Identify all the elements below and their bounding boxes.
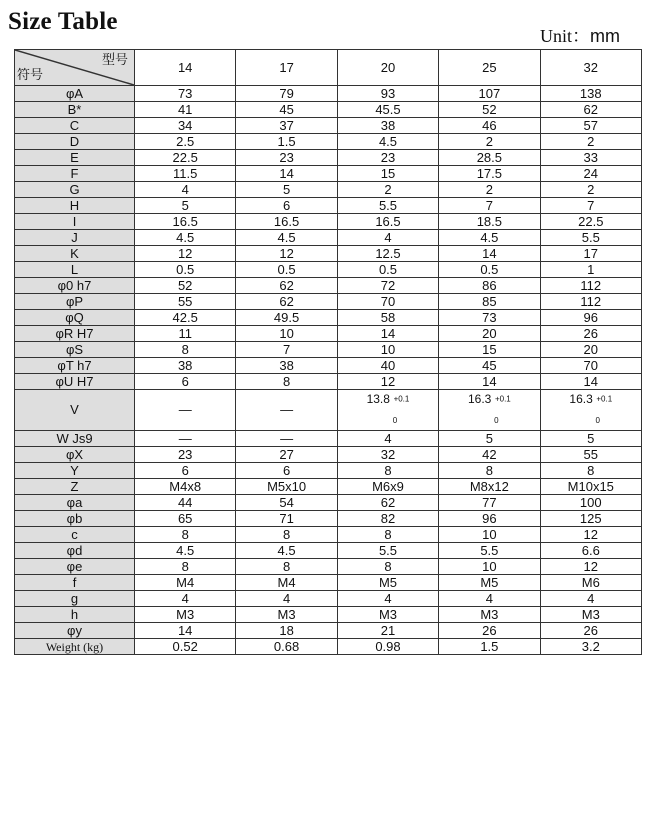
symbol-cell: D [15,134,135,150]
value-cell: 8 [236,374,337,390]
value-cell: 71 [236,511,337,527]
value-cell: 38 [135,358,236,374]
value-cell: M3 [135,607,236,623]
value-cell: 12 [135,246,236,262]
value-cell [337,390,438,431]
symbol-cell: V [15,390,135,431]
lower-tolerance: 0 [595,416,600,426]
value-cell: 54 [236,495,337,511]
value-cell: 57 [540,118,641,134]
value-cell: — [135,390,236,431]
value-cell: 23 [135,447,236,463]
value-cell: 45 [236,102,337,118]
symbol-cell: H [15,198,135,214]
value-cell: M3 [540,607,641,623]
value-cell: M6 [540,575,641,591]
symbol-cell: g [15,591,135,607]
value-cell: — [135,431,236,447]
value-cell: 70 [540,358,641,374]
value-cell: 38 [337,118,438,134]
value-cell: 4.5 [135,230,236,246]
nominal-value: 13.8 [366,391,390,406]
value-cell: 6 [135,374,236,390]
value-cell: M4 [236,575,337,591]
table-row [15,639,642,655]
value-cell: 6.6 [540,543,641,559]
table-row [15,326,642,342]
value-cell: 26 [540,326,641,342]
symbol-cell: Z [15,479,135,495]
value-cell: 8 [337,463,438,479]
table-row [15,294,642,310]
table-row [15,310,642,326]
value-cell: 0.5 [135,262,236,278]
value-cell: 125 [540,511,641,527]
value-cell: 4 [540,591,641,607]
table-row [15,214,642,230]
table-row [15,511,642,527]
value-cell: 93 [337,86,438,102]
value-cell: 8 [337,527,438,543]
table-row [15,431,642,447]
value-cell: 38 [236,358,337,374]
table-row [15,607,642,623]
symbol-cell: φa [15,495,135,511]
lower-tolerance: 0 [392,416,398,426]
value-cell: 8 [135,559,236,575]
value-cell: 12 [540,559,641,575]
value-cell: 52 [439,102,540,118]
symbol-cell: h [15,607,135,623]
value-cell: M3 [236,607,337,623]
value-cell: 8 [135,527,236,543]
column-header-size: 32 [540,50,641,86]
symbol-cell: φb [15,511,135,527]
unit-label [540,22,620,48]
value-cell: 11.5 [135,166,236,182]
unit-value: mm [590,26,620,46]
value-cell: M8x12 [439,479,540,495]
value-cell: 0.52 [135,639,236,655]
table-row [15,118,642,134]
value-cell: M4 [135,575,236,591]
value-cell: 17.5 [439,166,540,182]
symbol-cell: φR H7 [15,326,135,342]
value-cell: 14 [236,166,337,182]
symbol-cell: E [15,150,135,166]
value-cell: 52 [135,278,236,294]
table-row [15,182,642,198]
value-cell: 82 [337,511,438,527]
value-cell: 2 [540,134,641,150]
value-cell: 1.5 [439,639,540,655]
value-cell: 4 [236,591,337,607]
column-header-size: 17 [236,50,337,86]
table-row [15,150,642,166]
value-cell: 12 [236,246,337,262]
value-cell: — [236,431,337,447]
value-cell: 11 [135,326,236,342]
value-cell: 20 [540,342,641,358]
value-cell: 42 [439,447,540,463]
value-cell: 4.5 [236,230,337,246]
symbol-cell: φX [15,447,135,463]
page-title: Size Table [8,8,118,35]
value-cell: 22.5 [540,214,641,230]
value-cell: M6x9 [337,479,438,495]
value-cell: 17 [540,246,641,262]
value-cell: 85 [439,294,540,310]
value-cell: 4 [135,182,236,198]
table-header-row [15,50,642,86]
table-row [15,527,642,543]
column-header-size: 20 [337,50,438,86]
value-cell: 37 [236,118,337,134]
table-row [15,463,642,479]
table-row [15,86,642,102]
value-cell: 55 [540,447,641,463]
value-cell: 4 [337,591,438,607]
symbol-cell: φU H7 [15,374,135,390]
value-cell: 2.5 [135,134,236,150]
value-cell: 5 [439,431,540,447]
value-cell: 12.5 [337,246,438,262]
table-row [15,591,642,607]
value-cell: 8 [337,559,438,575]
value-cell: 15 [337,166,438,182]
value-cell: 72 [337,278,438,294]
symbol-cell: f [15,575,135,591]
symbol-cell: L [15,262,135,278]
value-cell: M5x10 [236,479,337,495]
table-row [15,166,642,182]
value-cell: M10x15 [540,479,641,495]
symbol-cell: B* [15,102,135,118]
value-cell: 62 [236,294,337,310]
value-cell: 2 [439,182,540,198]
value-cell: 5 [540,431,641,447]
table-row [15,623,642,639]
value-cell: 14 [540,374,641,390]
value-cell: 10 [439,559,540,575]
table-row [15,575,642,591]
symbol-cell: c [15,527,135,543]
value-cell: 23 [337,150,438,166]
value-cell: 58 [337,310,438,326]
value-cell: 0.5 [439,262,540,278]
table-row [15,134,642,150]
value-cell: 0.5 [337,262,438,278]
table-body [15,86,642,655]
value-cell [439,390,540,431]
value-cell: 33 [540,150,641,166]
value-cell: 4 [135,591,236,607]
header-corner-cell [15,50,135,86]
value-cell: M3 [337,607,438,623]
symbol-cell: φQ [15,310,135,326]
value-cell: 65 [135,511,236,527]
value-cell: 12 [540,527,641,543]
table-row [15,198,642,214]
value-cell: M5 [337,575,438,591]
value-cell: 5.5 [540,230,641,246]
value-cell: 15 [439,342,540,358]
value-cell: 28.5 [439,150,540,166]
symbol-cell: φA [15,86,135,102]
value-cell: 14 [439,246,540,262]
symbol-cell: J [15,230,135,246]
value-cell: 96 [439,511,540,527]
value-cell: 73 [135,86,236,102]
value-cell: 2 [439,134,540,150]
column-header-size: 14 [135,50,236,86]
value-cell: 96 [540,310,641,326]
table-row [15,543,642,559]
value-cell: 62 [236,278,337,294]
value-cell: 8 [439,463,540,479]
value-cell: 5.5 [337,198,438,214]
value-cell: 26 [439,623,540,639]
table-row [15,479,642,495]
value-cell: 45.5 [337,102,438,118]
value-cell: 0.5 [236,262,337,278]
value-cell: 2 [337,182,438,198]
symbol-cell: φd [15,543,135,559]
value-cell: 4.5 [439,230,540,246]
value-cell: 107 [439,86,540,102]
table-row [15,390,642,431]
value-cell: 0.68 [236,639,337,655]
value-cell: 0.98 [337,639,438,655]
value-cell: 46 [439,118,540,134]
table-row [15,358,642,374]
value-cell: 12 [337,374,438,390]
value-cell: 3.2 [540,639,641,655]
value-cell: 7 [540,198,641,214]
table-row [15,374,642,390]
symbol-cell: φ0 h7 [15,278,135,294]
value-cell: 70 [337,294,438,310]
value-cell: 16.5 [337,214,438,230]
table-row [15,102,642,118]
value-cell: 4 [337,431,438,447]
value-cell: 10 [439,527,540,543]
upper-tolerance: +0.1 [393,394,410,404]
table-row [15,495,642,511]
value-cell: 14 [439,374,540,390]
value-cell: 1.5 [236,134,337,150]
value-cell: 18 [236,623,337,639]
value-cell: 42.5 [135,310,236,326]
value-cell: 16.5 [135,214,236,230]
value-cell: 2 [540,182,641,198]
value-cell: 100 [540,495,641,511]
table-row [15,559,642,575]
value-cell: 44 [135,495,236,511]
value-cell: 14 [135,623,236,639]
lower-tolerance: 0 [494,416,499,426]
table-row [15,342,642,358]
value-cell: 138 [540,86,641,102]
value-cell: 6 [135,463,236,479]
value-cell: 55 [135,294,236,310]
upper-tolerance: +0.1 [596,394,613,404]
value-cell: 8 [236,559,337,575]
value-cell: M5 [439,575,540,591]
symbol-cell: φS [15,342,135,358]
value-cell: 73 [439,310,540,326]
value-cell: M4x8 [135,479,236,495]
value-cell [540,390,641,431]
table-row [15,262,642,278]
value-cell: 49.5 [236,310,337,326]
value-cell: 4.5 [135,543,236,559]
value-cell: 32 [337,447,438,463]
value-cell: 86 [439,278,540,294]
value-cell: 40 [337,358,438,374]
symbol-label: 符号 [17,67,44,82]
value-cell: 41 [135,102,236,118]
symbol-cell: I [15,214,135,230]
value-cell: 16.5 [236,214,337,230]
value-cell: 112 [540,294,641,310]
nominal-value: 16.3 [569,391,593,406]
value-cell: 4 [337,230,438,246]
value-cell: M3 [439,607,540,623]
value-cell: 4 [439,591,540,607]
unit-prefix: Unit： [539,26,590,46]
value-cell: 8 [236,527,337,543]
upper-tolerance: +0.1 [494,394,511,404]
value-cell: 79 [236,86,337,102]
value-cell: 77 [439,495,540,511]
value-cell: 7 [236,342,337,358]
value-cell: 1 [540,262,641,278]
value-cell: 4.5 [236,543,337,559]
value-cell: 24 [540,166,641,182]
symbol-cell: φy [15,623,135,639]
value-cell: 112 [540,278,641,294]
value-cell: 27 [236,447,337,463]
model-label: 型号 [101,52,128,67]
value-cell: 45 [439,358,540,374]
column-header-size: 25 [439,50,540,86]
value-cell: 6 [236,198,337,214]
value-cell: 26 [540,623,641,639]
value-cell: 5.5 [439,543,540,559]
value-cell: 23 [236,150,337,166]
value-cell: 62 [337,495,438,511]
table-row [15,230,642,246]
symbol-cell: W Js9 [15,431,135,447]
value-cell: 8 [135,342,236,358]
nominal-value: 16.3 [467,391,492,406]
value-cell: 6 [236,463,337,479]
value-cell: 5 [135,198,236,214]
value-cell: 14 [337,326,438,342]
symbol-cell: φP [15,294,135,310]
value-cell: 18.5 [439,214,540,230]
value-cell: 8 [540,463,641,479]
value-cell: — [236,390,337,431]
value-cell: 7 [439,198,540,214]
symbol-cell: C [15,118,135,134]
value-cell: 10 [236,326,337,342]
symbol-cell: Weight (kg) [15,639,135,655]
value-cell: 5 [236,182,337,198]
value-cell: 21 [337,623,438,639]
value-cell: 22.5 [135,150,236,166]
value-cell: 62 [540,102,641,118]
value-cell: 20 [439,326,540,342]
value-cell: 10 [337,342,438,358]
symbol-cell: φT h7 [15,358,135,374]
table-row [15,278,642,294]
value-cell: 5.5 [337,543,438,559]
symbol-cell: K [15,246,135,262]
symbol-cell: G [15,182,135,198]
table-row [15,447,642,463]
symbol-cell: Y [15,463,135,479]
value-cell: 4.5 [337,134,438,150]
value-cell: 34 [135,118,236,134]
symbol-cell: F [15,166,135,182]
size-table [14,49,642,655]
symbol-cell: φe [15,559,135,575]
table-row [15,246,642,262]
